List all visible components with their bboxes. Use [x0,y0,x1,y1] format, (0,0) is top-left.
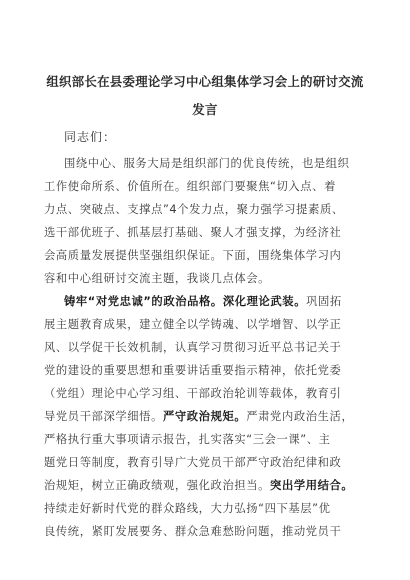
body-text: 持续走好新时代党的群众路线，大力弘扬“四下基层”优 [44,502,331,515]
body-line [44,500,331,516]
body-line [64,293,342,309]
body-line [44,385,341,401]
body-line [44,408,353,424]
bold-heading-text: 突出学用结合。 [270,479,354,492]
body-text: 容和中心组研讨交流主题，我谈几点体会。 [44,272,271,285]
body-text: 导党员干部深学细悟。 [44,410,163,423]
body-text: 会高质量发展提供坚强组织保证。下面，围绕集体学习内 [44,249,342,262]
body-text: 展主题教育成果，建立健全以学铸魂、以学增智、以学正 [44,318,342,331]
salutation: 同志们： [64,130,117,144]
body-line [44,178,336,194]
body-line [44,339,341,355]
body-line [44,431,331,447]
document-title-line-1: 组织部长在县委理论学习中心组集体学习会上的研讨交流 [46,74,364,89]
document-title-line-2: 发言 [192,102,218,117]
body-text: 良传统，紧盯发展要务、群众急难愁盼问题，推动党员干 [44,525,342,538]
body-text: （党组）理论中心学习组、干部政治轮训等载体，教育引 [44,387,342,400]
body-line [44,247,341,263]
body-text: 严肃党内政治生活， [246,410,354,423]
body-line [44,224,341,240]
body-text: 围绕中心、服务大局是组织部门的优良传统，也是组织 [64,157,350,170]
bold-heading-text: 严守政治规矩。 [162,410,247,423]
body-line [44,270,270,286]
body-line [44,454,341,470]
body-line [44,523,341,539]
body-text: 巩固拓 [306,295,342,308]
body-text: 治规矩，树立正确政绩观，强化政治担当。 [44,479,271,492]
body-text: 党的建设的重要思想和重要讲话重要指示精神，依托党委 [44,364,342,377]
body-line [44,362,341,378]
body-line [44,201,344,217]
bold-heading-text: 铸牢“对党忠诚”的政治品格。深化理论武装。 [64,295,307,308]
body-text: 题党日等制度，教育引导广大党员干部严守政治纪律和政 [44,456,342,469]
body-line [44,477,353,493]
body-text: 严格执行重大事项请示报告，扎实落实“三会一课”、主 [44,433,331,446]
body-line [44,316,341,332]
body-text: 力点、突破点、支撑点”4个发力点，聚力强学习提素质、 [44,203,344,216]
body-text: 选干部优班子、抓基层打基础、聚人才强支撑，为经济社 [44,226,342,239]
body-line [64,155,350,171]
body-text: 工作使命所系、价值所在。组织部门要聚焦“切入点、着 [44,180,336,193]
body-text: 风、以学促干长效机制，认真学习贯彻习近平总书记关于 [44,341,342,354]
